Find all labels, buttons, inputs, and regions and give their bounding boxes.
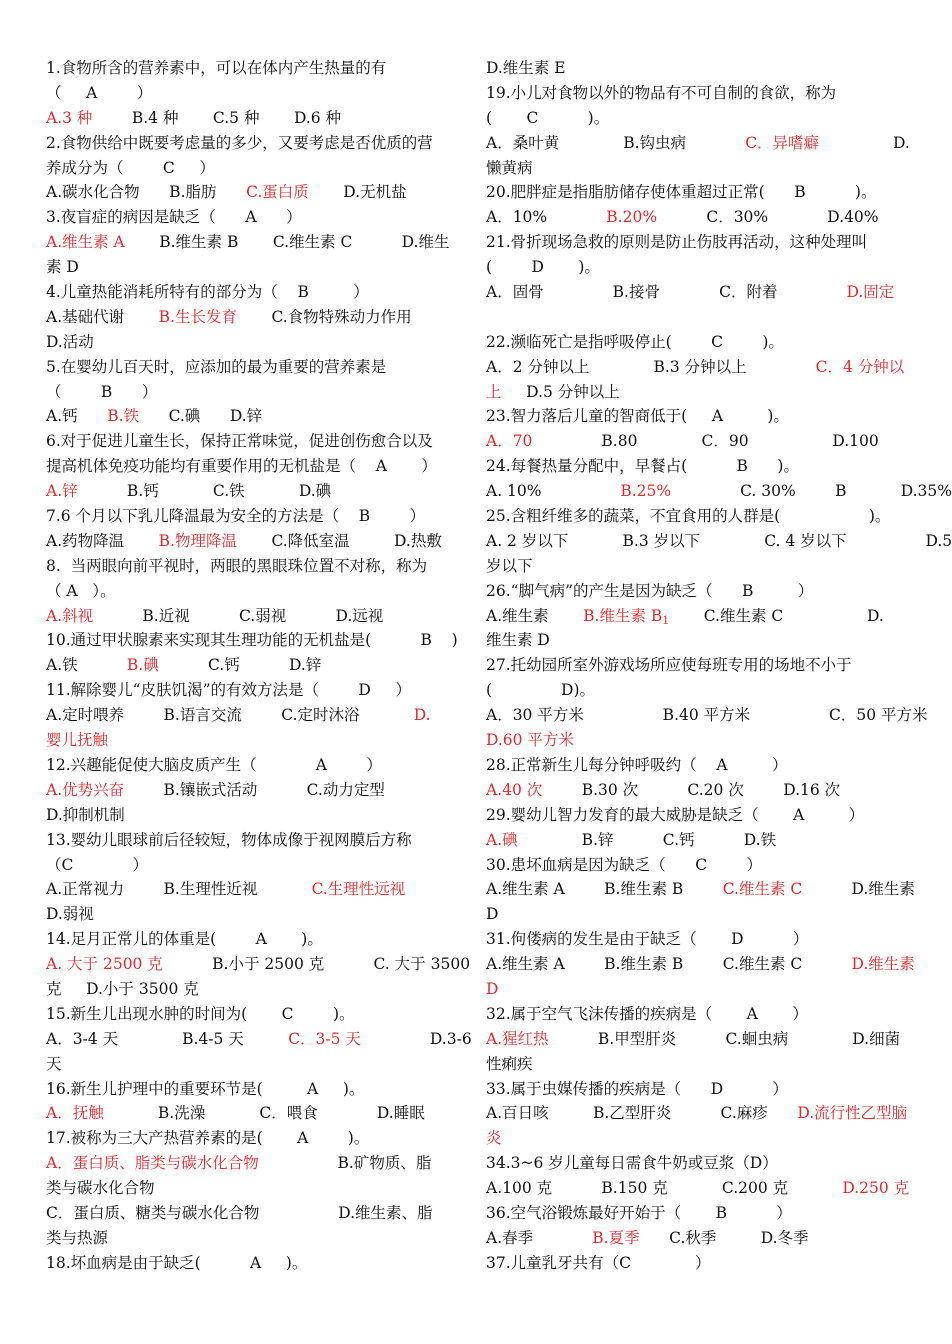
question-text: 4.儿童热能消耗所特有的部分为（ B ） bbox=[46, 283, 369, 302]
answer-text: C.蛋白质 bbox=[246, 183, 309, 202]
text-line bbox=[486, 106, 906, 131]
text-line bbox=[46, 853, 466, 878]
text-line bbox=[46, 977, 466, 1002]
answer-text: A.40 次 bbox=[486, 780, 543, 799]
text-line bbox=[486, 255, 906, 280]
question-text: 11.解除婴儿“皮肤饥渴”的有效方法是（ D ） bbox=[46, 681, 411, 700]
text-line bbox=[486, 927, 906, 952]
question-text: 素 D bbox=[46, 258, 79, 277]
question-text: A．10% bbox=[486, 208, 607, 227]
question-text: B.甲型肝炎 C.蛔虫病 D.细菌 bbox=[548, 1029, 901, 1048]
question-text: 15.新生儿出现水肿的时间为( C )。 bbox=[46, 1004, 355, 1023]
text-line bbox=[486, 56, 906, 81]
text-line bbox=[46, 1176, 466, 1201]
text-line bbox=[486, 628, 906, 653]
answer-text: D.固定 bbox=[846, 283, 895, 302]
text-line bbox=[46, 1201, 466, 1226]
answer-text: D.250 克 bbox=[842, 1179, 910, 1198]
question-text: （ A ） bbox=[46, 83, 153, 102]
answer-text: A. 大于 2500 克 bbox=[46, 955, 163, 974]
text-line bbox=[486, 180, 906, 205]
question-text: 2.食物供给中既要考虑量的多少，又要考虑是否优质的营 bbox=[46, 133, 433, 152]
question-text: 22.濒临死亡是指呼吸停止( C )。 bbox=[486, 332, 784, 351]
question-text: B.80 C．90 D.100 bbox=[532, 432, 879, 451]
text-line bbox=[486, 305, 906, 330]
answer-text: A．抚触 bbox=[46, 1104, 104, 1123]
text-line bbox=[486, 1176, 910, 1201]
text-line bbox=[46, 380, 466, 405]
text-line bbox=[46, 106, 466, 131]
question-text: A.铁 bbox=[46, 656, 127, 675]
answer-text: 1 bbox=[662, 613, 670, 627]
question-text: 17.被称为三大产热营养素的是( A )。 bbox=[46, 1129, 370, 1148]
text-line bbox=[46, 230, 466, 255]
text-line bbox=[46, 280, 466, 305]
text-line bbox=[46, 554, 466, 579]
text-line bbox=[46, 131, 466, 156]
question-text: 37.儿童乳牙共有（C ） bbox=[486, 1253, 711, 1272]
text-line bbox=[486, 1251, 906, 1276]
text-line bbox=[46, 778, 466, 803]
text-line bbox=[486, 753, 906, 778]
question-text: 养成分为（ C ） bbox=[46, 158, 215, 177]
text-line bbox=[46, 1251, 466, 1276]
text-line bbox=[486, 1226, 906, 1251]
text-line bbox=[486, 380, 906, 405]
question-text: 类与热源 bbox=[46, 1228, 109, 1247]
question-text: A.正常视力 B.生理性近视 bbox=[46, 880, 312, 899]
answer-text: A.锌 bbox=[46, 482, 78, 501]
answer-text: A.3 种 bbox=[46, 108, 93, 127]
question-text: 33.属于虫媒传播的疾病是（ D ） bbox=[486, 1079, 788, 1098]
question-text: 24.每餐热量分配中，早餐占( B )。 bbox=[486, 457, 799, 476]
text-line bbox=[486, 81, 906, 106]
text-line bbox=[486, 952, 915, 977]
question-text: 岁以下 bbox=[486, 556, 533, 575]
answer-text: C．4 分钟以 bbox=[815, 357, 905, 376]
text-line bbox=[46, 180, 466, 205]
question-text: D.3-6 bbox=[360, 1029, 472, 1048]
question-text: B.30 次 C.20 次 D.16 次 bbox=[542, 780, 841, 799]
question-text: A.药物降温 bbox=[46, 531, 159, 550]
text-line bbox=[46, 678, 466, 703]
text-line bbox=[486, 977, 906, 1002]
question-text: 克 D.小于 3500 克 bbox=[46, 979, 199, 998]
question-text: 25.含粗纤维多的蔬菜，不宜食用的人群是( )。 bbox=[486, 507, 891, 526]
text-line bbox=[46, 877, 466, 902]
answer-text: C.生理性远视 bbox=[311, 880, 406, 899]
question-text: A.100 克 B.150 克 C.200 克 bbox=[486, 1179, 843, 1198]
question-text: 34.3~6 岁儿童每日需食牛奶或豆浆（D） bbox=[486, 1154, 778, 1173]
question-text: 19.小儿对食物以外的物品有不可自制的食欲，称为 bbox=[486, 83, 837, 102]
question-text: A.钙 bbox=[46, 407, 108, 426]
answer-text: D.维生素 bbox=[851, 955, 915, 974]
question-text: D.无机盐 bbox=[308, 183, 407, 202]
question-text: （C ） bbox=[46, 855, 148, 874]
text-line bbox=[46, 628, 466, 653]
question-text: C. 30% B D.35% bbox=[671, 482, 952, 501]
text-line bbox=[486, 728, 906, 753]
question-text: 12.兴趣能促使大脑皮质产生（ A ） bbox=[46, 755, 382, 774]
text-line bbox=[46, 579, 466, 604]
question-text: C．蛋白质、糖类与碳水化合物 D.维生素、脂 bbox=[46, 1203, 433, 1222]
answer-text: A.斜视 bbox=[46, 606, 94, 625]
answer-text: B.夏季 bbox=[592, 1228, 640, 1247]
text-line bbox=[486, 604, 906, 629]
question-text: C.钙 D.锌 bbox=[158, 656, 322, 675]
text-line bbox=[46, 330, 466, 355]
text-line bbox=[46, 529, 466, 554]
text-line bbox=[486, 877, 915, 902]
answer-text: A.维生素 A bbox=[46, 233, 125, 252]
answer-text: A.猩红热 bbox=[486, 1029, 549, 1048]
question-text: 23.智力落后儿童的智商低于( A )。 bbox=[486, 407, 789, 426]
question-text: 31.佝偻病的发生是由于缺乏（ D ） bbox=[486, 930, 809, 949]
question-text: 5.在婴幼儿百天时，应添加的最为重要的营养素是 bbox=[46, 357, 387, 376]
text-line bbox=[486, 1101, 906, 1126]
text-line bbox=[486, 355, 906, 380]
text-line bbox=[486, 579, 906, 604]
answer-text: B.铁 bbox=[107, 407, 140, 426]
question-text: D.维生素 bbox=[802, 880, 915, 899]
text-line bbox=[486, 1126, 906, 1151]
question-text: 32.属于空气飞沫传播的疾病是（ A ） bbox=[486, 1004, 808, 1023]
text-line bbox=[46, 952, 471, 977]
text-line bbox=[46, 902, 466, 927]
text-line bbox=[46, 828, 466, 853]
question-text: A.定时喂养 B.语言交流 C.定时沐浴 bbox=[46, 706, 414, 725]
text-line bbox=[46, 205, 466, 230]
question-text: 16.新生儿护理中的重要环节是( A )。 bbox=[46, 1079, 365, 1098]
right-column bbox=[486, 56, 952, 1276]
answer-text: A.优势兴奋 bbox=[46, 780, 125, 799]
question-text: 27.托幼园所室外游戏场所应使每班专用的场地不小于 bbox=[486, 656, 852, 675]
text-line bbox=[46, 305, 466, 330]
text-line bbox=[46, 1027, 472, 1052]
answer-text: D.流行性乙型脑 bbox=[797, 1104, 908, 1123]
question-text: C.维生素 C D. bbox=[669, 606, 884, 625]
answer-text: D.60 平方米 bbox=[486, 731, 574, 750]
text-line bbox=[486, 554, 906, 579]
text-line bbox=[486, 703, 928, 728]
question-text: C.降低室温 D.热敷 bbox=[236, 531, 442, 550]
question-text: D.弱视 bbox=[46, 905, 94, 924]
text-line bbox=[486, 479, 952, 504]
question-text: B.维生素 B C.维生素 C D.维生 bbox=[124, 233, 450, 252]
text-line bbox=[46, 56, 466, 81]
answer-text: 婴儿抚触 bbox=[46, 731, 109, 750]
text-line bbox=[46, 1052, 466, 1077]
question-text: A.维生素 A B.维生素 B bbox=[486, 880, 723, 899]
answer-text: 上 bbox=[486, 382, 502, 401]
text-line bbox=[486, 1002, 906, 1027]
text-line bbox=[486, 1151, 906, 1176]
question-text: ( C )。 bbox=[486, 108, 610, 127]
text-line bbox=[486, 404, 906, 429]
text-line bbox=[486, 504, 906, 529]
text-line bbox=[486, 230, 906, 255]
question-text: 7.6 个月以下乳儿降温最为安全的方法是（ B ） bbox=[46, 507, 426, 526]
question-text: D. bbox=[819, 133, 910, 152]
question-text: A．桑叶黄 B.钩虫病 bbox=[486, 133, 746, 152]
text-line bbox=[486, 902, 906, 927]
question-text: 18.坏血病是由于缺乏( A )。 bbox=[46, 1253, 308, 1272]
question-text: 10.通过甲状腺素来实现其生理功能的无机盐是( B ) bbox=[46, 631, 458, 650]
question-text: D.抑制机制 bbox=[46, 805, 125, 824]
text-line bbox=[46, 1226, 466, 1251]
question-text: 提高机体免疫功能均有重要作用的无机盐是（ A ） bbox=[46, 457, 437, 476]
text-line bbox=[486, 828, 906, 853]
question-text: A.春季 bbox=[486, 1228, 593, 1247]
text-line bbox=[46, 355, 466, 380]
text-line bbox=[486, 529, 952, 554]
question-text: ( D )。 bbox=[486, 258, 600, 277]
answer-text: A.碘 bbox=[486, 830, 518, 849]
answer-text: A．70 bbox=[486, 432, 533, 451]
question-text: B.洗澡 C．喂食 D.睡眠 bbox=[103, 1104, 425, 1123]
question-text: A.百日咳 B.乙型肝炎 C.麻疹 bbox=[486, 1104, 798, 1123]
question-text: A. 2 岁以下 B.3 岁以下 C. 4 岁以下 D.5 bbox=[486, 531, 952, 550]
text-line bbox=[46, 81, 466, 106]
answer-text: C．异嗜癖 bbox=[745, 133, 820, 152]
text-line bbox=[486, 205, 906, 230]
question-text: 29.婴幼儿智力发育的最大威胁是缺乏（ A ） bbox=[486, 805, 865, 824]
text-line bbox=[46, 504, 466, 529]
text-line bbox=[486, 1201, 906, 1226]
text-line bbox=[486, 653, 906, 678]
question-text: 30.患坏血病是因为缺乏（ C ） bbox=[486, 855, 762, 874]
question-text: 天 bbox=[46, 1054, 62, 1073]
question-text: 26.“脚气病”的产生是因为缺乏（ B ） bbox=[486, 581, 814, 600]
answer-text: B.碘 bbox=[126, 656, 159, 675]
answer-text: B.物理降温 bbox=[158, 531, 237, 550]
text-line bbox=[46, 604, 466, 629]
answer-text: B.25% bbox=[620, 482, 672, 501]
answer-text: D. bbox=[413, 706, 431, 725]
text-line bbox=[46, 1002, 466, 1027]
question-text: A.基础代谢 bbox=[46, 307, 159, 326]
answer-text: 炎 bbox=[486, 1129, 502, 1148]
question-text: 36.空气浴锻炼最好开始于（ B ） bbox=[486, 1203, 792, 1222]
question-text: C.食物特殊动力作用 bbox=[236, 307, 412, 326]
question-text: A. 10% bbox=[486, 482, 621, 501]
text-line bbox=[46, 479, 466, 504]
answer-text: C．3-5 天 bbox=[288, 1029, 361, 1048]
text-line bbox=[486, 853, 906, 878]
question-text: 维生素 D bbox=[486, 631, 550, 650]
text-line bbox=[46, 927, 466, 952]
question-text: A．2 分钟以上 B.3 分钟以上 bbox=[486, 357, 816, 376]
text-line bbox=[46, 653, 466, 678]
question-text: A．30 平方米 B.40 平方米 C．50 平方米 bbox=[486, 706, 928, 725]
text-line bbox=[46, 1126, 466, 1151]
text-line bbox=[46, 1077, 466, 1102]
question-text: ( D)。 bbox=[486, 681, 595, 700]
question-text: 13.婴幼儿眼球前后径较短，物体成像于视网膜后方称 bbox=[46, 830, 412, 849]
text-line bbox=[486, 1052, 906, 1077]
text-line bbox=[486, 429, 906, 454]
question-text: D.活动 bbox=[46, 332, 94, 351]
text-line bbox=[46, 404, 466, 429]
question-text: A.碳水化合物 B.脂肪 bbox=[46, 183, 247, 202]
question-text: D.5 分钟以上 bbox=[501, 382, 620, 401]
question-text: （ A ）。 bbox=[46, 581, 116, 600]
question-text: A．3-4 天 B.4-5 天 bbox=[46, 1029, 289, 1048]
text-line bbox=[46, 156, 466, 181]
text-line bbox=[486, 1027, 906, 1052]
question-text: B.锌 C.钙 D.铁 bbox=[517, 830, 777, 849]
question-text: B.镶嵌式活动 C.动力定型 bbox=[124, 780, 385, 799]
question-text: 8. 当两眼向前平视时，两眼的黑眼珠位置不对称，称为 bbox=[46, 556, 428, 575]
question-text: （ B ） bbox=[46, 382, 158, 401]
text-line bbox=[486, 156, 906, 181]
question-text: C.碘 D.锌 bbox=[139, 407, 263, 426]
question-text: B.矿物质、脂 bbox=[258, 1154, 432, 1173]
text-line bbox=[486, 131, 910, 156]
text-line bbox=[486, 678, 906, 703]
text-line bbox=[486, 454, 906, 479]
question-text: 21.骨折现场急救的原则是防止伤肢再活动，这种处理叫 bbox=[486, 233, 868, 252]
question-text: A.维生素 bbox=[486, 606, 584, 625]
answer-text: A．蛋白质、脂类与碳水化合物 bbox=[46, 1154, 259, 1173]
question-text: 20.肥胖症是指脂肪储存使体重超过正常( B )。 bbox=[486, 183, 877, 202]
text-line bbox=[46, 703, 466, 728]
question-text: D.维生素 E bbox=[486, 59, 566, 77]
answer-text: D bbox=[486, 979, 499, 998]
text-line bbox=[46, 753, 466, 778]
question-text: A．固骨 B.接骨 C．附着 bbox=[486, 283, 847, 302]
question-text: 类与碳水化合物 bbox=[46, 1179, 155, 1198]
text-line bbox=[46, 454, 466, 479]
text-line bbox=[486, 1077, 906, 1102]
left-column bbox=[46, 56, 472, 1276]
answer-text: B.维生素 B bbox=[583, 606, 663, 625]
question-text: 3.夜盲症的病因是缺乏（ A ） bbox=[46, 208, 302, 227]
question-text: B.近视 C.弱视 D.远视 bbox=[93, 606, 384, 625]
answer-text: B.20% bbox=[606, 208, 658, 227]
question-text: 1.食物所含的营养素中，可以在体内产生热量的有 bbox=[46, 59, 387, 77]
text-line bbox=[486, 330, 906, 355]
question-text: B.钙 C.铁 D.碘 bbox=[77, 482, 332, 501]
question-text: 28.正常新生儿每分钟呼吸约（ A ） bbox=[486, 755, 788, 774]
question-text: 懒黄病 bbox=[486, 158, 533, 177]
text-line bbox=[46, 1101, 466, 1126]
text-line bbox=[46, 255, 466, 280]
question-text: B.4 种 C.5 种 D.6 种 bbox=[92, 108, 342, 127]
text-line bbox=[486, 778, 906, 803]
text-line bbox=[486, 803, 906, 828]
text-line bbox=[46, 429, 466, 454]
question-text: B.小于 2500 克 C. 大于 3500 bbox=[162, 955, 471, 974]
question-text: A.维生素 A B.维生素 B C.维生素 C bbox=[486, 955, 852, 974]
text-line bbox=[46, 728, 466, 753]
question-text: C．30% D.40% bbox=[657, 208, 879, 227]
question-text: 6.对于促进儿童生长，保持正常味觉，促进创伤愈合以及 bbox=[46, 432, 433, 451]
text-line bbox=[486, 280, 906, 305]
question-text: 14.足月正常儿的体重是( A )。 bbox=[46, 930, 323, 949]
text-line bbox=[46, 1151, 466, 1176]
question-text: 性痢疾 bbox=[486, 1054, 533, 1073]
answer-text: B.生长发育 bbox=[158, 307, 237, 326]
text-line bbox=[46, 803, 466, 828]
answer-text: C.维生素 C bbox=[722, 880, 803, 899]
question-text: D bbox=[486, 905, 499, 924]
question-text: C.秋季 D.冬季 bbox=[639, 1228, 809, 1247]
